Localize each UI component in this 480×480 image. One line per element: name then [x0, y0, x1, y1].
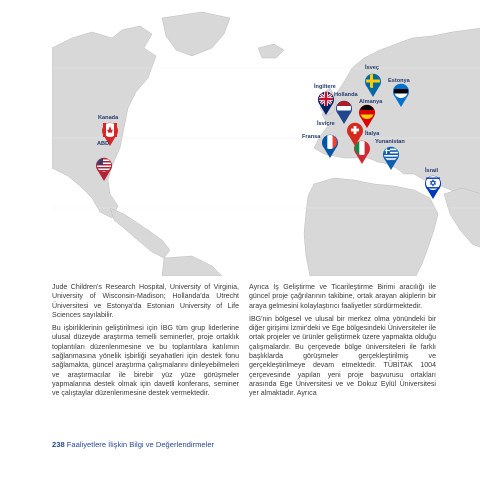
footer-title: Faaliyetlere İlişkin Bilgi ve Değerlendirmeler: [66, 440, 215, 449]
greece-flag-icon: [381, 145, 401, 171]
world-map: [52, 8, 480, 276]
left-text-column: [52, 283, 239, 403]
estonia-flag-icon: [391, 82, 411, 108]
pin-label-hollanda: Hollanda: [334, 92, 358, 98]
usa-flag-icon: [94, 156, 114, 182]
pin-label-italya: İtalya: [365, 131, 380, 137]
page-number: 238: [52, 440, 65, 449]
pin-label-ingiltere: İngiltere: [314, 84, 336, 90]
pin-label-estonya: Estonya: [388, 78, 410, 84]
right-text-column: [249, 283, 436, 403]
italy-flag-icon: [352, 139, 372, 165]
pin-label-kanada: Kanada: [98, 115, 119, 121]
pin-label-yunanistan: Yunanistan: [375, 139, 405, 145]
israel-flag-icon: [423, 174, 443, 200]
pin-label-isvec: İsveç: [365, 65, 379, 71]
uk-flag-icon: [316, 90, 336, 116]
left-paragraph-2: Bu işbirliklerinin geliştirilmesi için İBG tüm grup liderlerine ulusal düzeyde araştırma temelli seminerler, proje ortaklık toplantıları düzenlenmesine ve bu toplantılara katılımın sağlanmasına yönelik işbirliği seyahatleri için destek fonu sağlamakta, güncel araştırma çalışmalarını dinleyebilmeleri ve araştırmacılar ile birebir yüz yüze görüşmeler yapmalarına destek olmak için davetli konferans, seminer ve çalıştaylar düzenlenmesine destek vermektedir.: [52, 325, 239, 398]
right-paragraph-1: Ayrıca İş Geliştirme ve Ticarileştirme Birimi aracılığı ile güncel proje çağrılarının takibine, ortak arayan akiplerin bir araya gelmesini kolaylaştırıcı faaliyetler sürdürmektedir.: [249, 284, 436, 310]
pin-label-almanya: Almanya: [359, 99, 383, 105]
pin-label-abd: ABD: [97, 141, 110, 147]
page-footer: [52, 440, 214, 449]
pin-label-isvicre: İsviçre: [317, 121, 335, 127]
right-paragraph-2: İBG'nin bölgesel ve ulusal bir merkez olma yönündeki bir diğer girişimi İzmir'deki ve Ege bölgesindeki Üniversiteler ile ortak projeler ve ürünler geliştirmek üzere yapmakta olduğu çalışmalardır. Bu çerçevede bölge üniversiteleri ile farklı başlıklarda görüşmeler gerçekleştirilmiş ve gerçekleştirilmeye devam etmektedir. TÜBİTAK 1004 çerçevesinde yapılan yeni proje başvurusu ortakları arasında Ege Üniversitesi ve ve Dokuz Eylül Üniversitesi yer almaktadır. Ayrıca: [249, 315, 436, 398]
pin-label-israil: İsrail: [425, 168, 439, 174]
sweden-flag-icon: [363, 72, 383, 98]
left-paragraph-1: Jude Children's Research Hospital, University of Virginia, University of Wisconsin-Madison; Hollanda'da Utrecht Üniversitesi ve Estonya'da Estonian University of Life Sciences sayılabilir.: [52, 284, 239, 319]
africa-landmass: [304, 178, 438, 276]
france-flag-icon: [320, 133, 340, 159]
pin-label-fransa: Fransa: [302, 134, 321, 140]
